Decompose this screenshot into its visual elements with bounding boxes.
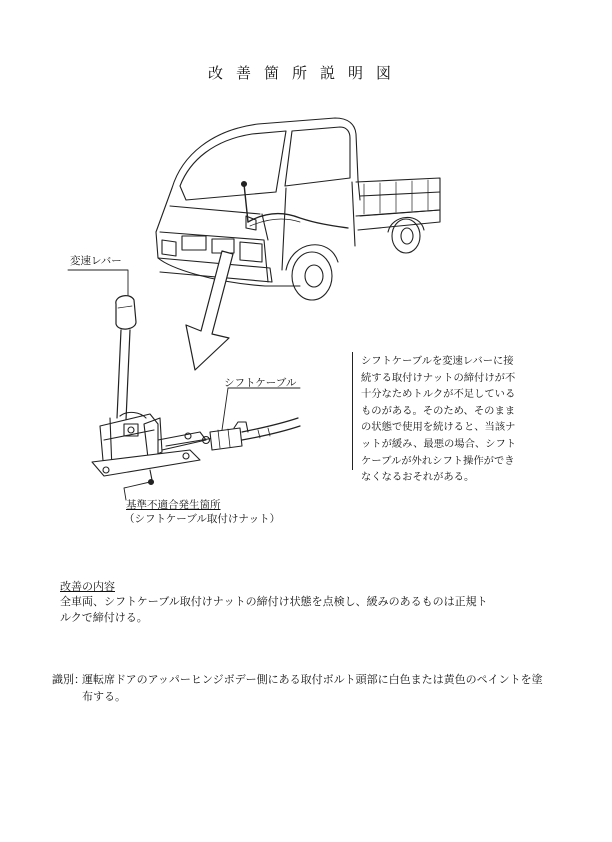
identification-line: 運転席ドアのアッパーヒンジボデー側にある取付ボルト頭部に白色または黄色のペイントを塗 <box>82 673 543 686</box>
notice-line: ットが緩み、最悪の場合、シフト <box>361 437 517 450</box>
improvement-heading: 改善の内容 <box>60 580 115 593</box>
notice-line: の状態で使用を続けると、当該ナ <box>361 421 516 434</box>
identification-body <box>82 671 543 705</box>
identification-line: 布する。 <box>82 690 126 703</box>
pointer-arrow <box>186 251 233 370</box>
improvement-line: ルクで締付ける。 <box>60 611 148 624</box>
shift-cable-label: シフトケーブル <box>224 377 297 389</box>
truck-illustration <box>156 118 440 300</box>
notice-line: なくなるおそれがある。 <box>361 471 475 484</box>
defect-location-label: 基準不適合発生箇所 <box>126 499 221 511</box>
notice-line: ものがある。そのため、そのまま <box>361 404 516 417</box>
defect-location-detail: （シフトケーブル取付けナット） <box>124 513 281 525</box>
notice-line: 続する取付けナットの締付けが不 <box>361 371 516 384</box>
improvement-line: 全車両、シフトケーブル取付けナットの締付け状態を点検し、緩みのあるものは正規ト <box>60 595 488 608</box>
shift-lever-label: 変速レバー <box>70 255 122 267</box>
notice-box <box>352 352 535 484</box>
notice-line: ケーブルが外れシフト操作ができ <box>361 454 515 467</box>
identification-label: 識別： <box>52 673 85 686</box>
document-title: 改善箇所説明図 <box>207 64 404 82</box>
improvement-body <box>60 594 488 626</box>
notice-line: シフトケーブルを変速レバーに接 <box>361 355 514 367</box>
notice-line: 十分なためトルクが不足している <box>361 388 516 401</box>
